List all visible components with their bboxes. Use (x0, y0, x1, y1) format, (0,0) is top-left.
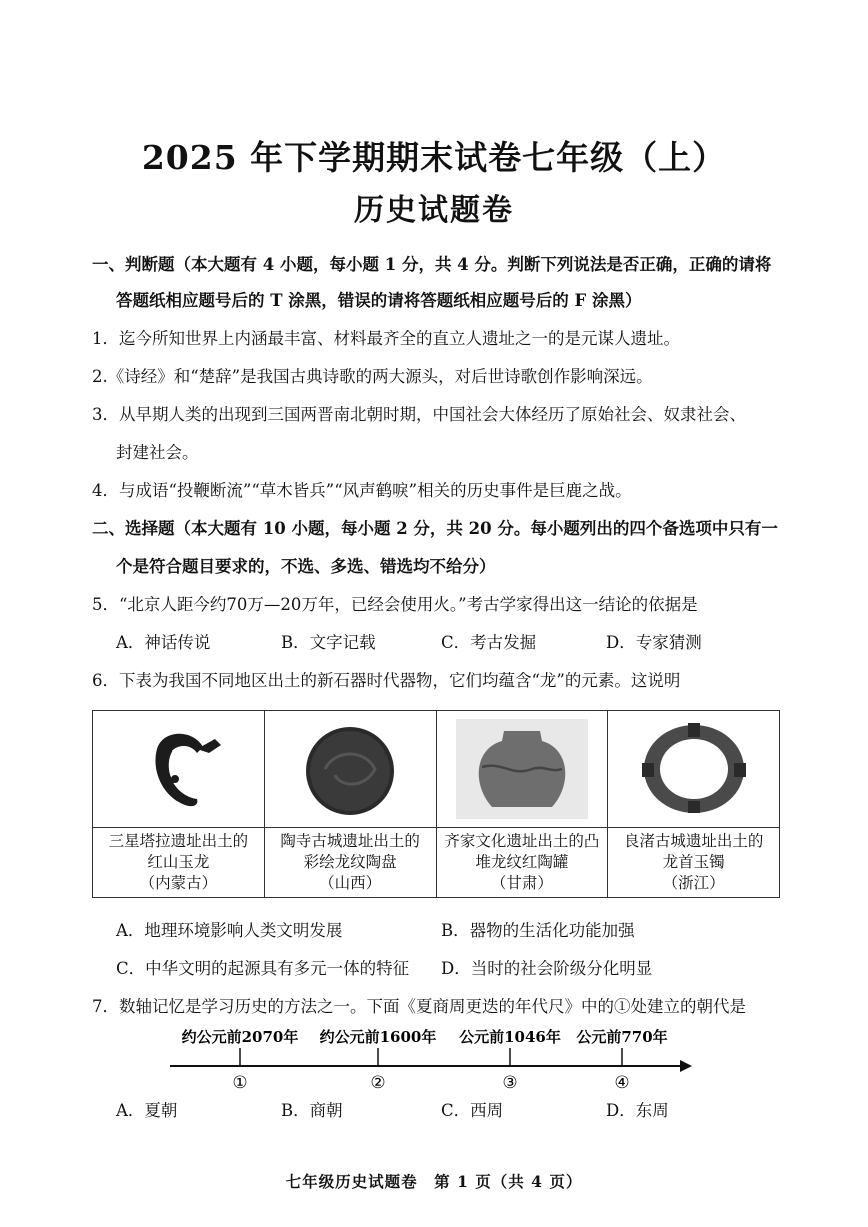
q7-option-a: A．夏朝 (116, 1101, 178, 1120)
painted-plate-image (295, 719, 405, 819)
question-6-stem: 6．下表为我国不同地区出土的新石器时代器物，它们均蕴含“龙”的元素。这说明 (92, 671, 681, 690)
timeline-mark-1: ① (232, 1073, 248, 1093)
jade-dragon-image (123, 719, 233, 819)
timeline-label-3: 公元前1046年 (459, 1028, 561, 1046)
question-7-stem: 7．数轴记忆是学习历史的方法之一。下面《夏商周更迭的年代尺》中的①处建立的朝代是 (92, 997, 746, 1016)
section1-heading-line2: 答题纸相应题号后的 T 涂黑，错误的请将答题纸相应题号后的 F 涂黑） (116, 291, 642, 310)
exam-subtitle: 历史试题卷 (354, 193, 514, 228)
artifact-caption-1: 三星塔拉遗址出土的 红山玉龙 （内蒙古） (93, 828, 265, 898)
q6-option-d: D．当时的社会阶级分化明显 (441, 959, 653, 978)
timeline-label-4: 公元前770年 (576, 1028, 668, 1046)
artifact-image-cell-2 (264, 711, 436, 828)
q6-option-c: C．中华文明的起源具有多元一体的特征 (116, 959, 410, 978)
pottery-jar-image (452, 717, 592, 821)
artifact-image-cell-1 (93, 711, 265, 828)
timeline-label-2: 约公元前1600年 (319, 1028, 437, 1046)
timeline-axis (160, 1024, 700, 1094)
page-footer: 七年级历史试题卷 第 1 页（共 4 页） (285, 1172, 583, 1191)
artifact-caption-2: 陶寺古城遗址出土的 彩绘龙纹陶盘 （山西） (264, 828, 436, 898)
q6-option-b: B．器物的生活化功能加强 (441, 921, 635, 940)
timeline-mark-3: ③ (502, 1073, 518, 1093)
q5-option-c: C．考古发掘 (441, 633, 537, 652)
artifact-caption-4: 良渚古城遗址出土的 龙首玉镯 （浙江） (608, 828, 780, 898)
section1-heading-line1: 一、判断题（本大题有 4 小题，每小题 1 分，共 4 分。判断下列说法是否正确，正确的请将 (92, 255, 772, 274)
artifact-table (92, 710, 780, 898)
q5-option-d: D．专家猜测 (606, 633, 702, 652)
timeline-label-1: 约公元前2070年 (181, 1028, 299, 1046)
timeline (160, 1024, 700, 1094)
question-1: 1．迄今所知世界上内涵最丰富、材料最齐全的直立人遗址之一的是元谋人遗址。 (92, 329, 680, 348)
question-5-stem: 5．“北京人距今约70万—20万年，已经会使用火。”考古学家得出这一结论的依据是 (92, 595, 698, 614)
question-2: 2.《诗经》和“楚辞”是我国古典诗歌的两大源头，对后世诗歌创作影响深远。 (92, 367, 653, 386)
q7-option-d: D．东周 (606, 1101, 669, 1120)
q7-option-b: B．商朝 (281, 1101, 343, 1120)
question-4: 4．与成语“投鞭断流”“草木皆兵”“风声鹤唳”相关的历史事件是巨鹿之战。 (92, 481, 632, 500)
question-3-line1: 3．从早期人类的出现到三国两晋南北朝时期，中国社会大体经历了原始社会、奴隶社会、 (92, 405, 746, 424)
jade-bracelet-image (634, 719, 754, 819)
artifact-caption-3: 齐家文化遗址出土的凸 堆龙纹红陶罐 （甘肃） (436, 828, 608, 898)
q5-option-a: A．神话传说 (116, 633, 211, 652)
section2-heading-line2: 个是符合题目要求的，不选、多选、错选均不给分） (116, 557, 496, 576)
section2-heading-line1: 二、选择题（本大题有 10 小题，每小题 2 分，共 20 分。每小题列出的四个备选项中只有一 (92, 519, 778, 538)
timeline-mark-4: ④ (614, 1073, 630, 1093)
q5-option-b: B．文字记载 (281, 633, 376, 652)
q7-option-c: C．西周 (441, 1101, 504, 1120)
artifact-image-cell-4 (608, 711, 780, 828)
timeline-mark-2: ② (370, 1073, 386, 1093)
q6-option-a: A．地理环境影响人类文明发展 (116, 921, 343, 940)
question-3-line2: 封建社会。 (116, 443, 199, 462)
artifact-image-cell-3 (436, 711, 608, 828)
exam-title: 2025 年下学期期末试卷七年级（上） (141, 138, 727, 177)
